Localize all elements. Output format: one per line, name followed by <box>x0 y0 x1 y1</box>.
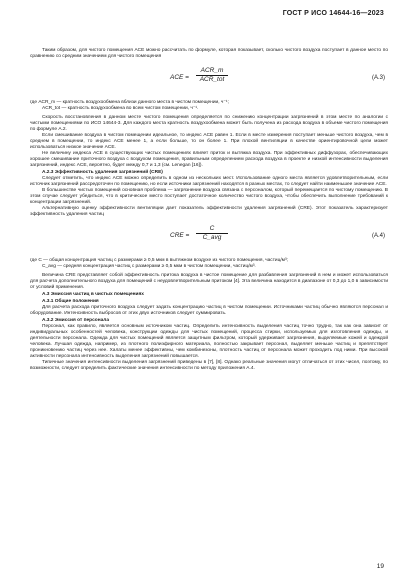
formula-number: (А.3) <box>371 75 385 81</box>
paragraph: Альтернативную оценку эффективности вентиляции дает показатель эффективности удаления загрязнений (CRE). Этот показатель характеризует эффективность удаления частиц <box>30 206 388 217</box>
where-line: ACR_tot — кратность воздухообмена во всем чистом помещении, ч⁻¹. <box>42 106 199 111</box>
formula-denominator: C_avg <box>202 234 222 241</box>
formula-denominator: ACR_tot <box>199 76 225 83</box>
formula-number: (А.4) <box>371 233 385 239</box>
paragraph: Для расчета расхода приточного воздуха следует задать концентрацию частиц в чистом помещении. Источниками частиц обычно являются персонал и оборудование. Интенсивность выбросов от этих двух источников следует суммировать. <box>30 305 388 316</box>
formula-fraction <box>196 68 228 83</box>
page-number: 19 <box>376 563 384 570</box>
paragraph: Следует отметить, что индекс ACE можно определить в одном из нескольких мест. Использование одного места является удовлетворительным, если источник загрязнений рассредоточен по помещению, но если источники загрязнений находятся в разных местах, то следует найти наименьшее значение ACE. <box>30 176 388 187</box>
section-heading: А.2.3 Эффективность удаления загрязнений (CRE) <box>42 170 163 175</box>
subsection-heading: А.3.2 Эмиссия от персонала <box>42 318 109 323</box>
formula-fraction <box>196 226 228 241</box>
running-header: ГОСТ Р ИСО 14644-16—2023 <box>282 10 384 17</box>
where-line: C_avg — средняя концентрация частиц с размерами ≥ 0,5 мкм в чистом помещении, частиц/м³. <box>42 264 256 269</box>
paragraph: Персонал, как правило, является основным источником частиц. Определить интенсивность выделения частиц точно трудно, так как она зависит от индивидуальных особенностей человека, конструкции одежды для чистых помещений, процесса стирки, используемых для изготовления одежды, и деятельности персонала. Одежда для чистых помещений является защитным фильтром, который удерживает загрязнения, выделяемые кожей и одеждой человека. Лучшая одежда, например, из плотного полиэфирного материала, полностью закрывает персонал, выделяет меньше частиц и препятствует проникновению частиц через нее. Халаты менее эффективны, чем комбинезоны, плотность частиц от персонала может проходить под ними. При высокой активности персонала интенсивность выделения загрязнений повышается. <box>30 324 388 359</box>
formula-lhs: CRE = <box>170 232 190 239</box>
where-line: где C — общая концентрация частиц с размерами ≥ 0,5 мкм в вытяжном воздухе из чистого помещения, частиц/м³; <box>30 258 288 263</box>
formula-numerator: C <box>209 225 215 232</box>
paragraph: Скорость восстановления в данном месте чистого помещения определяется по снижению концентрации загрязнений в этом месте по аналогии с чистыми помещениями по ИСО 14644-3. Для каждого места кратность воздухообмена может быть получена из расхода воздуха в объеме чистого помещения по формуле А.2. <box>30 115 388 132</box>
formula-numerator: ACR_m <box>200 67 224 74</box>
where-line: где ACR_m — кратность воздухообмена вблизи данного места в чистом помещении, ч⁻¹; <box>30 100 229 105</box>
formula-lhs: ACE = <box>170 74 189 81</box>
formula-a4 <box>30 224 388 254</box>
section-heading: А.3 Эмиссия частиц в чистых помещениях <box>42 292 144 297</box>
paragraph: Если смешивание воздуха в чистом помещении идеальное, то индекс ACE равен 1. Если в месте измерения поступает меньше чистого воздуха, чем в среднем в помещении, то индекс ACE менее 1, а если больше, то он более 1. При плохой вентиляции в качестве ориентировочной цели может использоваться низкое значение ACE. <box>30 133 388 150</box>
formula-a3 <box>30 66 388 96</box>
paragraph: Не величину индекса ACE в существующих чистых помещениях влияет приток и вытяжка воздуха. При эффективных диффузорах, обеспечивающих хорошее смешивание приточного воздуха с воздухом помещения, правильным определением расхода воздуха в проекте и низкой интенсивности выделения загрязнений, индекс ACE, вероятно, будет между 0,7 и 1,3 (см. Lenegan [16]). <box>30 151 388 168</box>
paragraph: Величина CRE представляет собой эффективность притока воздуха в чистое помещение для разбавления загрязнений в нем и может использоваться для расчета дополнительного воздуха для помещений с неудовлетворительным притоком [4]. Эта величина находится в диапазоне от 0,3 до 1,0 в зависимости от условий применения. <box>30 273 388 290</box>
paragraph: Типичные значения интенсивности выделения загрязнений приведены в [7], [8]. Однако реальные значения могут отличаться от этих чисел, поэтому, по возможности, следует определить фактические значения интенсивности по методу приложения А.4. <box>30 360 388 371</box>
paragraph: В большинстве чистых помещений основная проблема — загрязнение воздуха связана с персоналом, который перемещается по чистому помещению. В этом случае следует убедиться, что в критическое место поступает достаточное количество чистого воздуха, чтобы обеспечить выполнение требований к концентрации загрязнений. <box>30 188 388 205</box>
subsection-heading: А.3.1 Общие положения <box>42 299 99 304</box>
page-body <box>30 48 388 372</box>
paragraph: Таким образом, для чистого помещения ACE можно рассчитать по формуле, которая показывает, сколько чистого воздуха поступает в данное место по сравнению со средним значением для чистого помещения <box>30 48 388 59</box>
